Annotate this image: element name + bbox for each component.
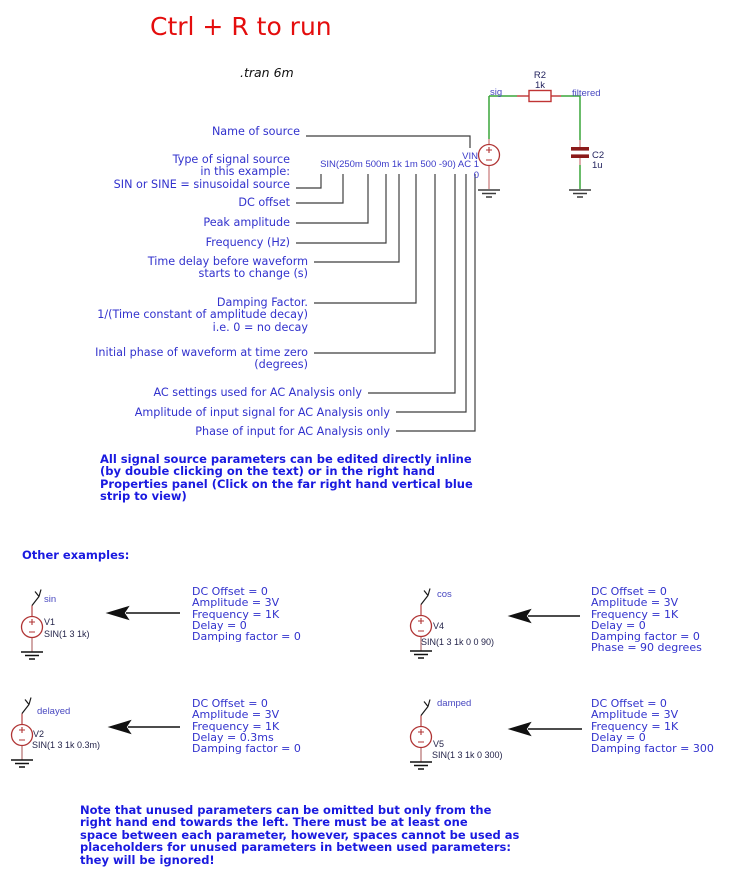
v1-params-text: DC Offset = 0 Amplitude = 3V Frequency = 1K Delay = 0 Damping factor = 0 <box>192 585 301 644</box>
vin-source-symbol[interactable] <box>479 139 500 189</box>
other-examples-heading: Other examples: <box>22 548 130 562</box>
capacitor-name[interactable]: C2 <box>592 150 605 161</box>
v5-params-text: DC Offset = 0 Amplitude = 3V Frequency = 1K Delay = 0 Damping factor = 300 <box>591 697 714 756</box>
v1-value[interactable]: SIN(1 3 1k) <box>44 629 90 639</box>
annotation-type-of-source: Type of signal source in this example: SIN or SINE = sinusoidal source <box>113 153 290 191</box>
resistor-r2-symbol[interactable] <box>517 91 561 102</box>
annotation-name-of-source: Name of source <box>211 125 300 138</box>
net-label-delayed[interactable]: delayed <box>37 706 71 717</box>
source-params[interactable]: SIN(250m 500m 1k 1m 500 -90) AC 1 0 <box>320 159 479 181</box>
net-label-filtered[interactable]: filtered <box>572 88 601 99</box>
v4-name[interactable]: V4 <box>433 621 445 631</box>
v4-source-symbol[interactable] <box>410 589 432 659</box>
annotation-ac-settings: AC settings used for AC Analysis only <box>153 386 362 399</box>
net-label-sig[interactable]: sig <box>490 87 503 98</box>
net-label-cos[interactable]: cos <box>437 589 452 600</box>
resistor-value[interactable]: 1k <box>534 80 546 91</box>
arrow-left-icon <box>108 607 582 735</box>
resistor-name[interactable]: R2 <box>533 70 547 81</box>
ground-icon <box>569 190 591 197</box>
ground-icon <box>478 190 500 197</box>
annotation-frequency: Frequency (Hz) <box>205 236 290 249</box>
capacitor-value[interactable]: 1u <box>592 160 603 171</box>
v5-source-symbol[interactable] <box>410 700 432 770</box>
v2-value[interactable]: SIN(1 3 1k 0.3m) <box>32 740 101 750</box>
annotation-ac-phase: Phase of input for AC Analysis only <box>195 425 390 438</box>
inline-edit-note: All signal source parameters can be edited directly inline (by double clicking on the text) or in the right hand Properties panel (Click on the far right hand vertical blue strip to view) <box>100 452 473 504</box>
v5-name[interactable]: V5 <box>433 739 445 749</box>
v1-name[interactable]: V1 <box>44 617 56 627</box>
tran-directive[interactable]: .tran 6m <box>240 65 294 80</box>
v4-value[interactable]: SIN(1 3 1k 0 0 90) <box>421 637 495 647</box>
page-title: Ctrl + R to run <box>150 12 332 41</box>
v4-params-text: DC Offset = 0 Amplitude = 3V Frequency = 1K Delay = 0 Damping factor = 0 Phase = 90 degrees <box>591 585 702 655</box>
net-label-sin[interactable]: sin <box>44 594 57 605</box>
annotation-time-delay: Time delay before waveform starts to change (s) <box>147 255 308 281</box>
net-label-damped[interactable]: damped <box>437 698 472 709</box>
v1-source-symbol[interactable] <box>21 590 43 660</box>
annotation-damping: Damping Factor. 1/(Time constant of amplitude decay) i.e. 0 = no decay <box>97 296 308 334</box>
v2-params-text: DC Offset = 0 Amplitude = 3V Frequency = 1K Delay = 0.3ms Damping factor = 0 <box>192 697 301 756</box>
annotation-peak-amplitude: Peak amplitude <box>203 216 290 229</box>
bottom-note: Note that unused parameters can be omitted but only from the right hand end towards the left. There must be at least one space between each parameter, however, spaces cannot be used as placeholders for unused parameters in between used parameters: they will be ignored! <box>80 803 520 867</box>
v5-value[interactable]: SIN(1 3 1k 0 300) <box>432 750 503 760</box>
annotation-dc-offset: DC offset <box>238 196 290 209</box>
v2-source-symbol[interactable] <box>11 698 33 768</box>
capacitor-c2-symbol[interactable] <box>571 140 589 165</box>
source-name[interactable]: VIN <box>462 151 478 162</box>
wire-green <box>489 96 580 189</box>
annotation-initial-phase: Initial phase of waveform at time zero (degrees) <box>95 346 308 372</box>
v2-name[interactable]: V2 <box>33 729 45 739</box>
annotation-ac-amplitude: Amplitude of input signal for AC Analysis only <box>134 406 390 419</box>
